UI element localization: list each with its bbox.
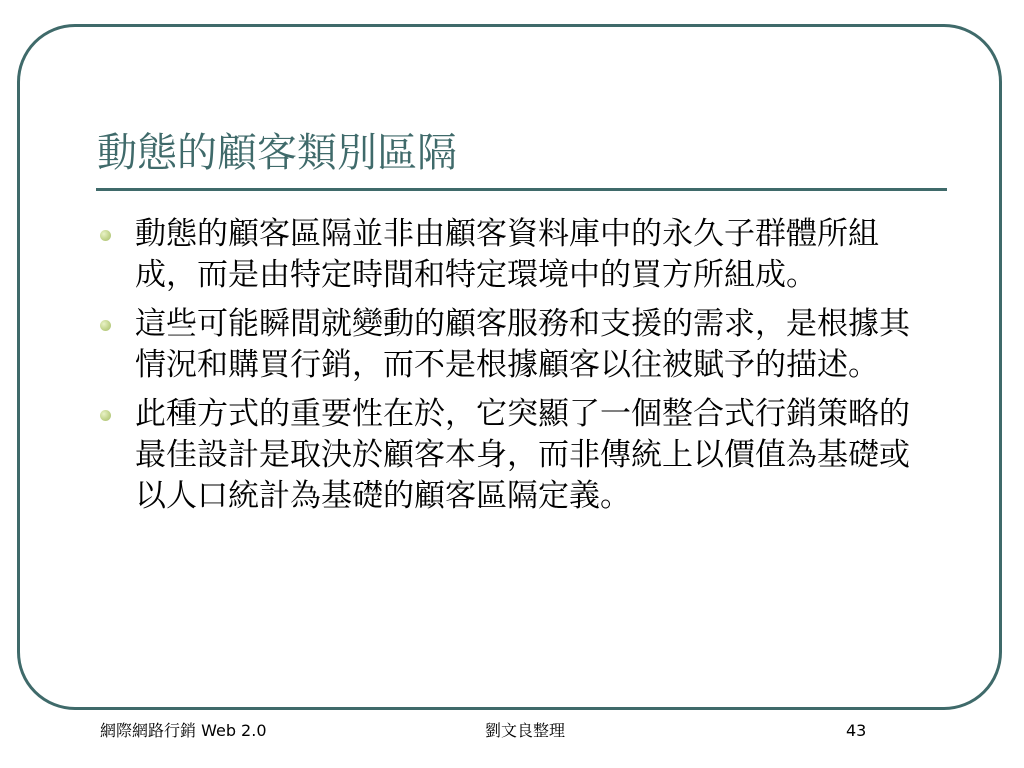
footer-course-title: 網際網路行銷 Web 2.0	[100, 721, 267, 740]
bullet-text: 這些可能瞬間就變動的顧客服務和支援的需求，是根據其情況和購買行銷，而不是根據顧客以往被賦予的描述。	[135, 306, 910, 383]
footer-page-number: 43	[846, 721, 867, 740]
bullet-dot-icon	[100, 320, 111, 331]
bullet-text: 此種方式的重要性在於，它突顯了一個整合式行銷策略的最佳設計是取決於顧客本身，而非傳統上以價值為基礎或以人口統計為基礎的顧客區隔定義。	[135, 396, 910, 514]
bullet-item	[97, 394, 927, 517]
bullet-list	[97, 214, 927, 525]
bullet-item	[97, 304, 927, 386]
footer-author: 劉文良整理	[485, 721, 566, 740]
bullet-dot-icon	[100, 410, 111, 421]
bullet-item	[97, 214, 927, 296]
bullet-dot-icon	[100, 230, 111, 241]
title-underline	[96, 188, 947, 191]
slide-title: 動態的顧客類別區隔	[97, 130, 457, 176]
bullet-text: 動態的顧客區隔並非由顧客資料庫中的永久子群體所組成，而是由特定時間和特定環境中的買方所組成。	[135, 216, 879, 293]
